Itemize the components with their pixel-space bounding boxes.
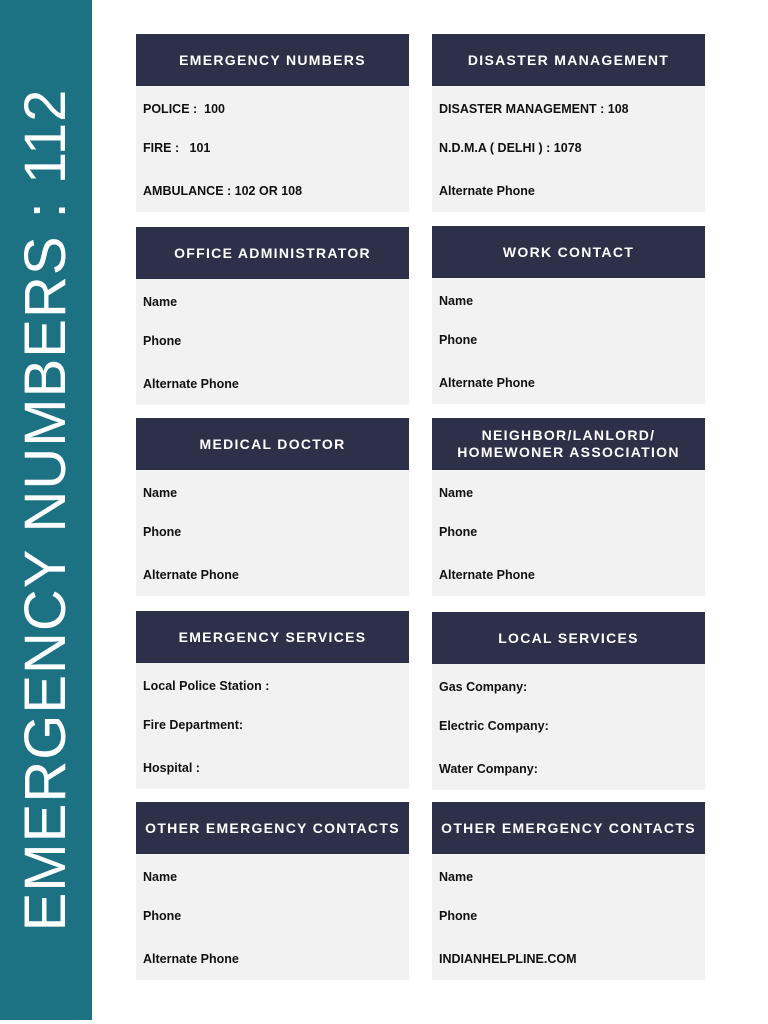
card-header bbox=[136, 418, 409, 470]
card-line: Name bbox=[439, 294, 474, 308]
card-header bbox=[432, 802, 705, 854]
card-line: Alternate Phone bbox=[143, 377, 239, 391]
card-line: Name bbox=[439, 486, 474, 500]
card-line: Name bbox=[143, 295, 178, 309]
card-disaster-management bbox=[432, 34, 705, 212]
card-line: Alternate Phone bbox=[439, 184, 535, 198]
card-title: EMERGENCY SERVICES bbox=[178, 628, 367, 645]
card-line: Alternate Phone bbox=[143, 952, 239, 966]
card-header bbox=[136, 802, 409, 854]
card-line: DISASTER MANAGEMENT : 108 bbox=[439, 102, 629, 116]
card-emergency-services bbox=[136, 611, 409, 789]
card-line: Alternate Phone bbox=[439, 568, 535, 582]
card-line: Phone bbox=[439, 909, 478, 923]
card-line: Hospital : bbox=[143, 761, 200, 775]
card-header bbox=[432, 226, 705, 278]
card-work-contact bbox=[432, 226, 705, 404]
card-title: OTHER EMERGENCY CONTACTS bbox=[441, 819, 696, 836]
side-band bbox=[0, 0, 92, 1020]
card-line: AMBULANCE : 102 OR 108 bbox=[143, 184, 303, 198]
card-medical-doctor bbox=[136, 418, 409, 596]
card-line: Name bbox=[143, 486, 178, 500]
card-other-emergency-contacts-2 bbox=[432, 802, 705, 980]
card-title: MEDICAL DOCTOR bbox=[199, 435, 346, 452]
card-line: Alternate Phone bbox=[439, 376, 535, 390]
card-line: Local Police Station : bbox=[143, 679, 270, 693]
card-header bbox=[136, 611, 409, 663]
card-office-administrator bbox=[136, 227, 409, 405]
card-line: Electric Company: bbox=[439, 719, 549, 733]
card-header bbox=[432, 34, 705, 86]
card-title: DISASTER MANAGEMENT bbox=[467, 51, 670, 68]
card-line: Alternate Phone bbox=[143, 568, 239, 582]
card-line: Fire Department: bbox=[143, 718, 244, 732]
card-title: EMERGENCY NUMBERS bbox=[179, 51, 366, 68]
card-line: Gas Company: bbox=[439, 680, 528, 694]
card-header bbox=[432, 418, 705, 470]
side-title: EMERGENCY NUMBERS : 112 bbox=[13, 88, 78, 932]
card-title: OFFICE ADMINISTRATOR bbox=[174, 244, 371, 261]
website-link: INDIANHELPLINE.COM bbox=[439, 952, 577, 966]
card-title-line-1: NEIGHBOR/LANLORD/ bbox=[481, 427, 656, 443]
card-line: Phone bbox=[143, 909, 182, 923]
card-line: Phone bbox=[143, 334, 182, 348]
card-header bbox=[136, 34, 409, 86]
card-title: LOCAL SERVICES bbox=[498, 629, 639, 646]
card-line: Water Company: bbox=[439, 762, 538, 776]
card-header bbox=[432, 612, 705, 664]
card-line: Phone bbox=[439, 333, 478, 347]
card-line: Name bbox=[439, 870, 474, 884]
card-other-emergency-contacts bbox=[136, 802, 409, 980]
card-line: Name bbox=[143, 870, 178, 884]
card-emergency-numbers bbox=[136, 34, 409, 212]
card-header bbox=[136, 227, 409, 279]
card-title-line-2: HOMEWONER ASSOCIATION bbox=[457, 444, 680, 460]
card-neighbor-association bbox=[432, 418, 705, 596]
card-line: POLICE : 100 bbox=[143, 102, 225, 116]
card-line: Phone bbox=[143, 525, 182, 539]
card-line: Phone bbox=[439, 525, 478, 539]
card-line: N.D.M.A ( DELHI ) : 1078 bbox=[439, 141, 582, 155]
card-title: WORK CONTACT bbox=[502, 243, 635, 260]
card-title: OTHER EMERGENCY CONTACTS bbox=[145, 819, 400, 836]
card-line: FIRE : 101 bbox=[143, 141, 211, 155]
card-local-services bbox=[432, 612, 705, 790]
